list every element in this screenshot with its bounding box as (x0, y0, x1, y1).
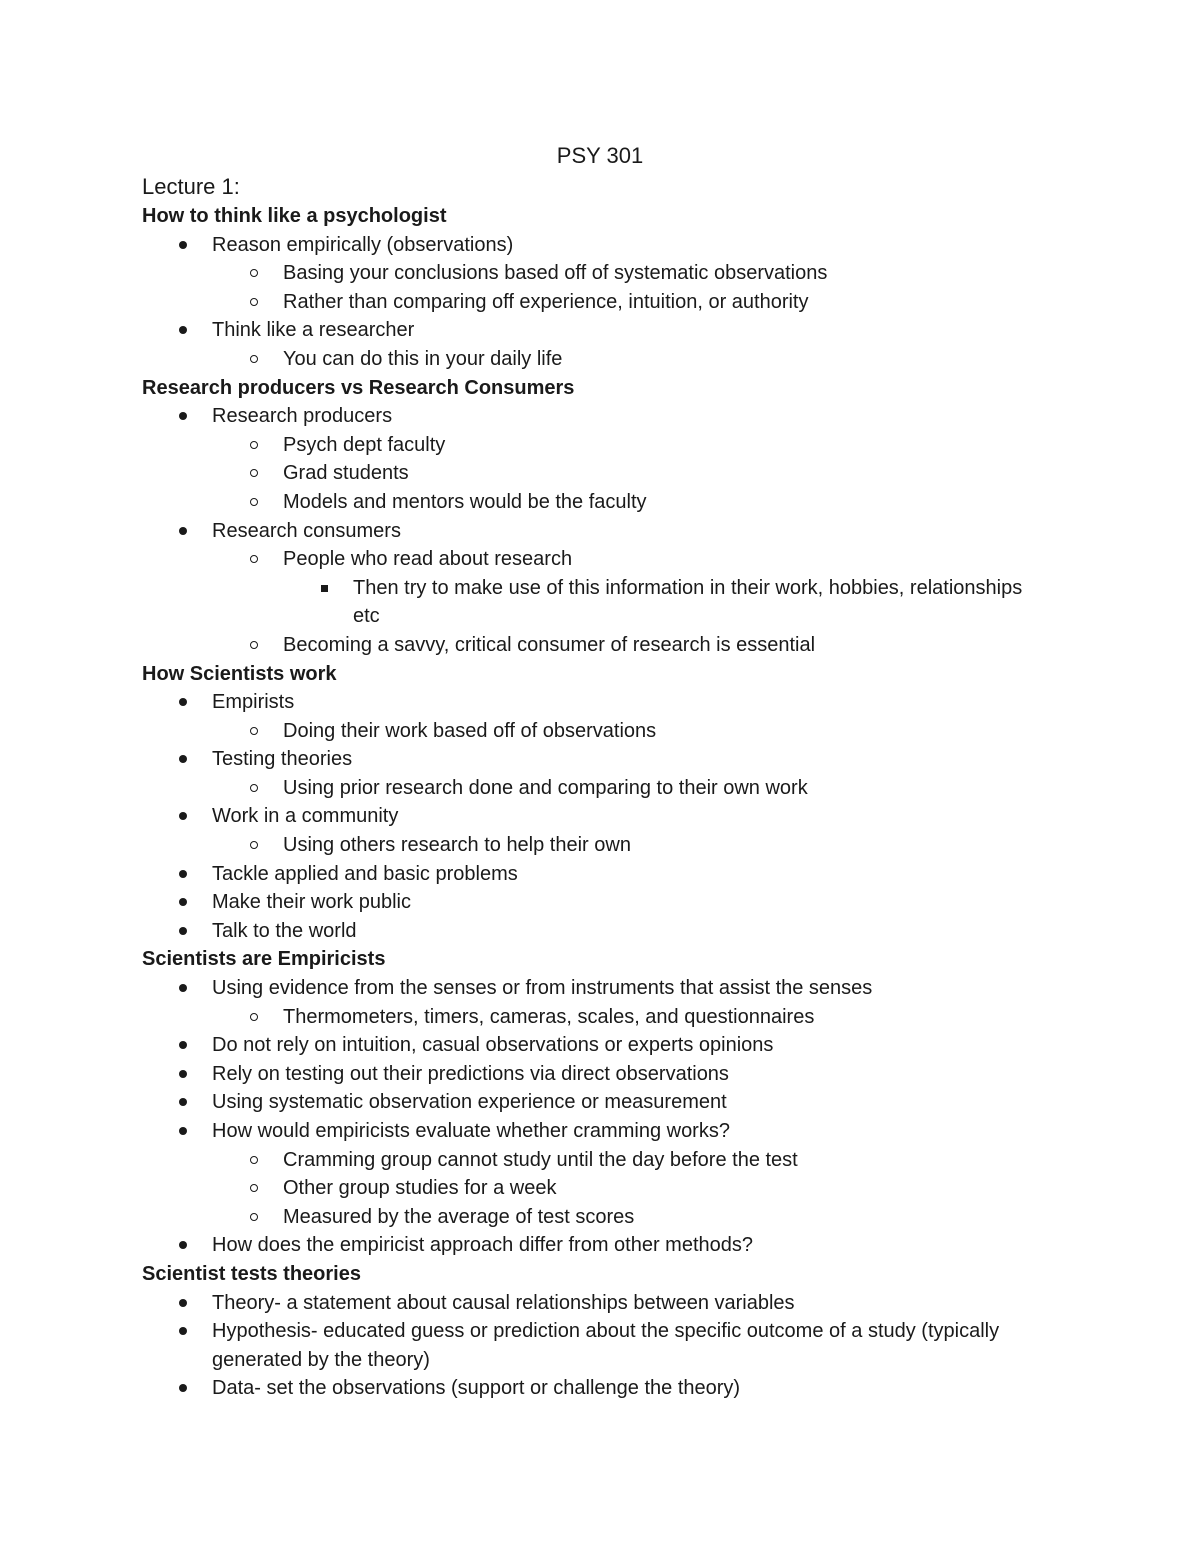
hollow-bullet-icon (250, 269, 258, 277)
list-item-text: Using evidence from the senses or from instruments that assist the senses (212, 977, 873, 1000)
hollow-bullet-icon (250, 469, 258, 477)
list-item (142, 1060, 1042, 1089)
filled-bullet-icon (179, 412, 187, 420)
list-item (142, 888, 1042, 917)
filled-bullet-icon (179, 984, 187, 992)
list-item-text: Research consumers (212, 519, 401, 542)
list-item (142, 802, 1042, 831)
hollow-bullet-icon (250, 498, 258, 506)
list-item (142, 717, 1042, 746)
section-heading: Scientist tests theories (142, 1262, 361, 1285)
filled-bullet-icon (179, 755, 187, 763)
list-item (142, 545, 1042, 574)
hollow-bullet-icon (250, 784, 258, 792)
list-item (142, 1231, 1042, 1260)
list-item (142, 402, 1042, 431)
list-item (142, 1289, 1042, 1318)
section-heading: Scientists are Empiricists (142, 948, 386, 971)
filled-bullet-icon (179, 1241, 187, 1249)
list-item (142, 974, 1042, 1003)
list-item (142, 1146, 1042, 1175)
square-bullet-icon (321, 585, 328, 592)
list-item-text: Doing their work based off of observations (283, 719, 657, 742)
list-item (142, 517, 1042, 546)
list-item (142, 345, 1042, 374)
filled-bullet-icon (179, 898, 187, 906)
hollow-bullet-icon (250, 555, 258, 563)
list-item-text: Basing your conclusions based off of systematic observations (283, 262, 828, 285)
list-item-text: Think like a researcher (212, 319, 415, 342)
filled-bullet-icon (179, 927, 187, 935)
list-item-text: Hypothesis- educated guess or prediction about the specific outcome of a study (typically generated by the theory) (212, 1320, 1000, 1371)
notes-body (142, 202, 1042, 1403)
list-item-text: Measured by the average of test scores (283, 1205, 635, 1228)
list-item (142, 574, 1042, 631)
list-item-text: Becoming a savvy, critical consumer of research is essential (283, 633, 816, 656)
filled-bullet-icon (179, 1098, 187, 1106)
list-item-text: Rely on testing out their predictions via direct observations (212, 1062, 729, 1085)
filled-bullet-icon (179, 1299, 187, 1307)
list-item (142, 1317, 1042, 1374)
list-item (142, 259, 1042, 288)
hollow-bullet-icon (250, 1213, 258, 1221)
hollow-bullet-icon (250, 441, 258, 449)
list-item-text: Empirists (212, 691, 295, 714)
list-item (142, 831, 1042, 860)
list-item (142, 231, 1042, 260)
list-item-text: Models and mentors would be the faculty (283, 490, 647, 513)
lecture-title: Lecture 1: (142, 174, 240, 199)
list-item-text: Grad students (283, 462, 409, 485)
list-item (142, 459, 1042, 488)
filled-bullet-icon (179, 698, 187, 706)
filled-bullet-icon (179, 812, 187, 820)
filled-bullet-icon (179, 326, 187, 334)
list-item (142, 1117, 1042, 1146)
filled-bullet-icon (179, 1070, 187, 1078)
list-item (142, 631, 1042, 660)
list-item (142, 745, 1042, 774)
list-item-text: You can do this in your daily life (283, 347, 563, 370)
list-item-text: Thermometers, timers, cameras, scales, and questionnaires (283, 1005, 815, 1028)
section-heading: Research producers vs Research Consumers (142, 376, 575, 399)
list-item-text: People who read about research (283, 548, 573, 571)
hollow-bullet-icon (250, 1013, 258, 1021)
list-item-text: Using systematic observation experience or measurement (212, 1091, 727, 1114)
filled-bullet-icon (179, 1327, 187, 1335)
list-item-text: Do not rely on intuition, casual observations or experts opinions (212, 1034, 774, 1057)
list-item (142, 1203, 1042, 1232)
hollow-bullet-icon (250, 355, 258, 363)
hollow-bullet-icon (250, 1156, 258, 1164)
list-item (142, 1374, 1042, 1403)
list-item-text: Theory- a statement about causal relationships between variables (212, 1291, 795, 1314)
filled-bullet-icon (179, 527, 187, 535)
list-item-text: Using prior research done and comparing to their own work (283, 776, 808, 799)
filled-bullet-icon (179, 870, 187, 878)
list-item-text: Psych dept faculty (283, 433, 446, 456)
list-item (142, 688, 1042, 717)
hollow-bullet-icon (250, 1184, 258, 1192)
filled-bullet-icon (179, 241, 187, 249)
list-item (142, 488, 1042, 517)
list-item-text: Talk to the world (212, 919, 357, 942)
hollow-bullet-icon (250, 727, 258, 735)
list-item-text: Work in a community (212, 805, 399, 828)
section-heading: How Scientists work (142, 662, 337, 685)
list-item-text: Data- set the observations (support or challenge the theory) (212, 1377, 741, 1400)
list-item-text: Research producers (212, 405, 393, 428)
list-item-text: Reason empirically (observations) (212, 233, 514, 256)
hollow-bullet-icon (250, 641, 258, 649)
list-item-text: Tackle applied and basic problems (212, 862, 518, 885)
list-item (142, 316, 1042, 345)
list-item (142, 1174, 1042, 1203)
list-item-text: Other group studies for a week (283, 1177, 557, 1200)
list-item (142, 1031, 1042, 1060)
list-item-text: How does the empiricist approach differ from other methods? (212, 1234, 754, 1257)
filled-bullet-icon (179, 1127, 187, 1135)
list-item (142, 774, 1042, 803)
list-item-text: Then try to make use of this information in their work, hobbies, relationships etc (353, 576, 1023, 628)
hollow-bullet-icon (250, 841, 258, 849)
list-item-text: How would empiricists evaluate whether cramming works? (212, 1120, 730, 1142)
hollow-bullet-icon (250, 298, 258, 306)
list-item-text: Testing theories (212, 748, 353, 771)
document-title: PSY 301 (556, 143, 644, 168)
list-item-text: Make their work public (212, 891, 411, 914)
list-item-text: Rather than comparing off experience, intuition, or authority (283, 290, 809, 313)
list-item-text: Cramming group cannot study until the day before the test (283, 1148, 798, 1171)
list-item (142, 1088, 1042, 1117)
list-item-text: Using others research to help their own (283, 834, 631, 857)
list-item (142, 431, 1042, 460)
filled-bullet-icon (179, 1384, 187, 1392)
filled-bullet-icon (179, 1041, 187, 1049)
list-item (142, 917, 1042, 946)
section-heading: How to think like a psychologist (142, 205, 447, 227)
list-item (142, 1003, 1042, 1032)
list-item (142, 860, 1042, 889)
list-item (142, 288, 1042, 317)
